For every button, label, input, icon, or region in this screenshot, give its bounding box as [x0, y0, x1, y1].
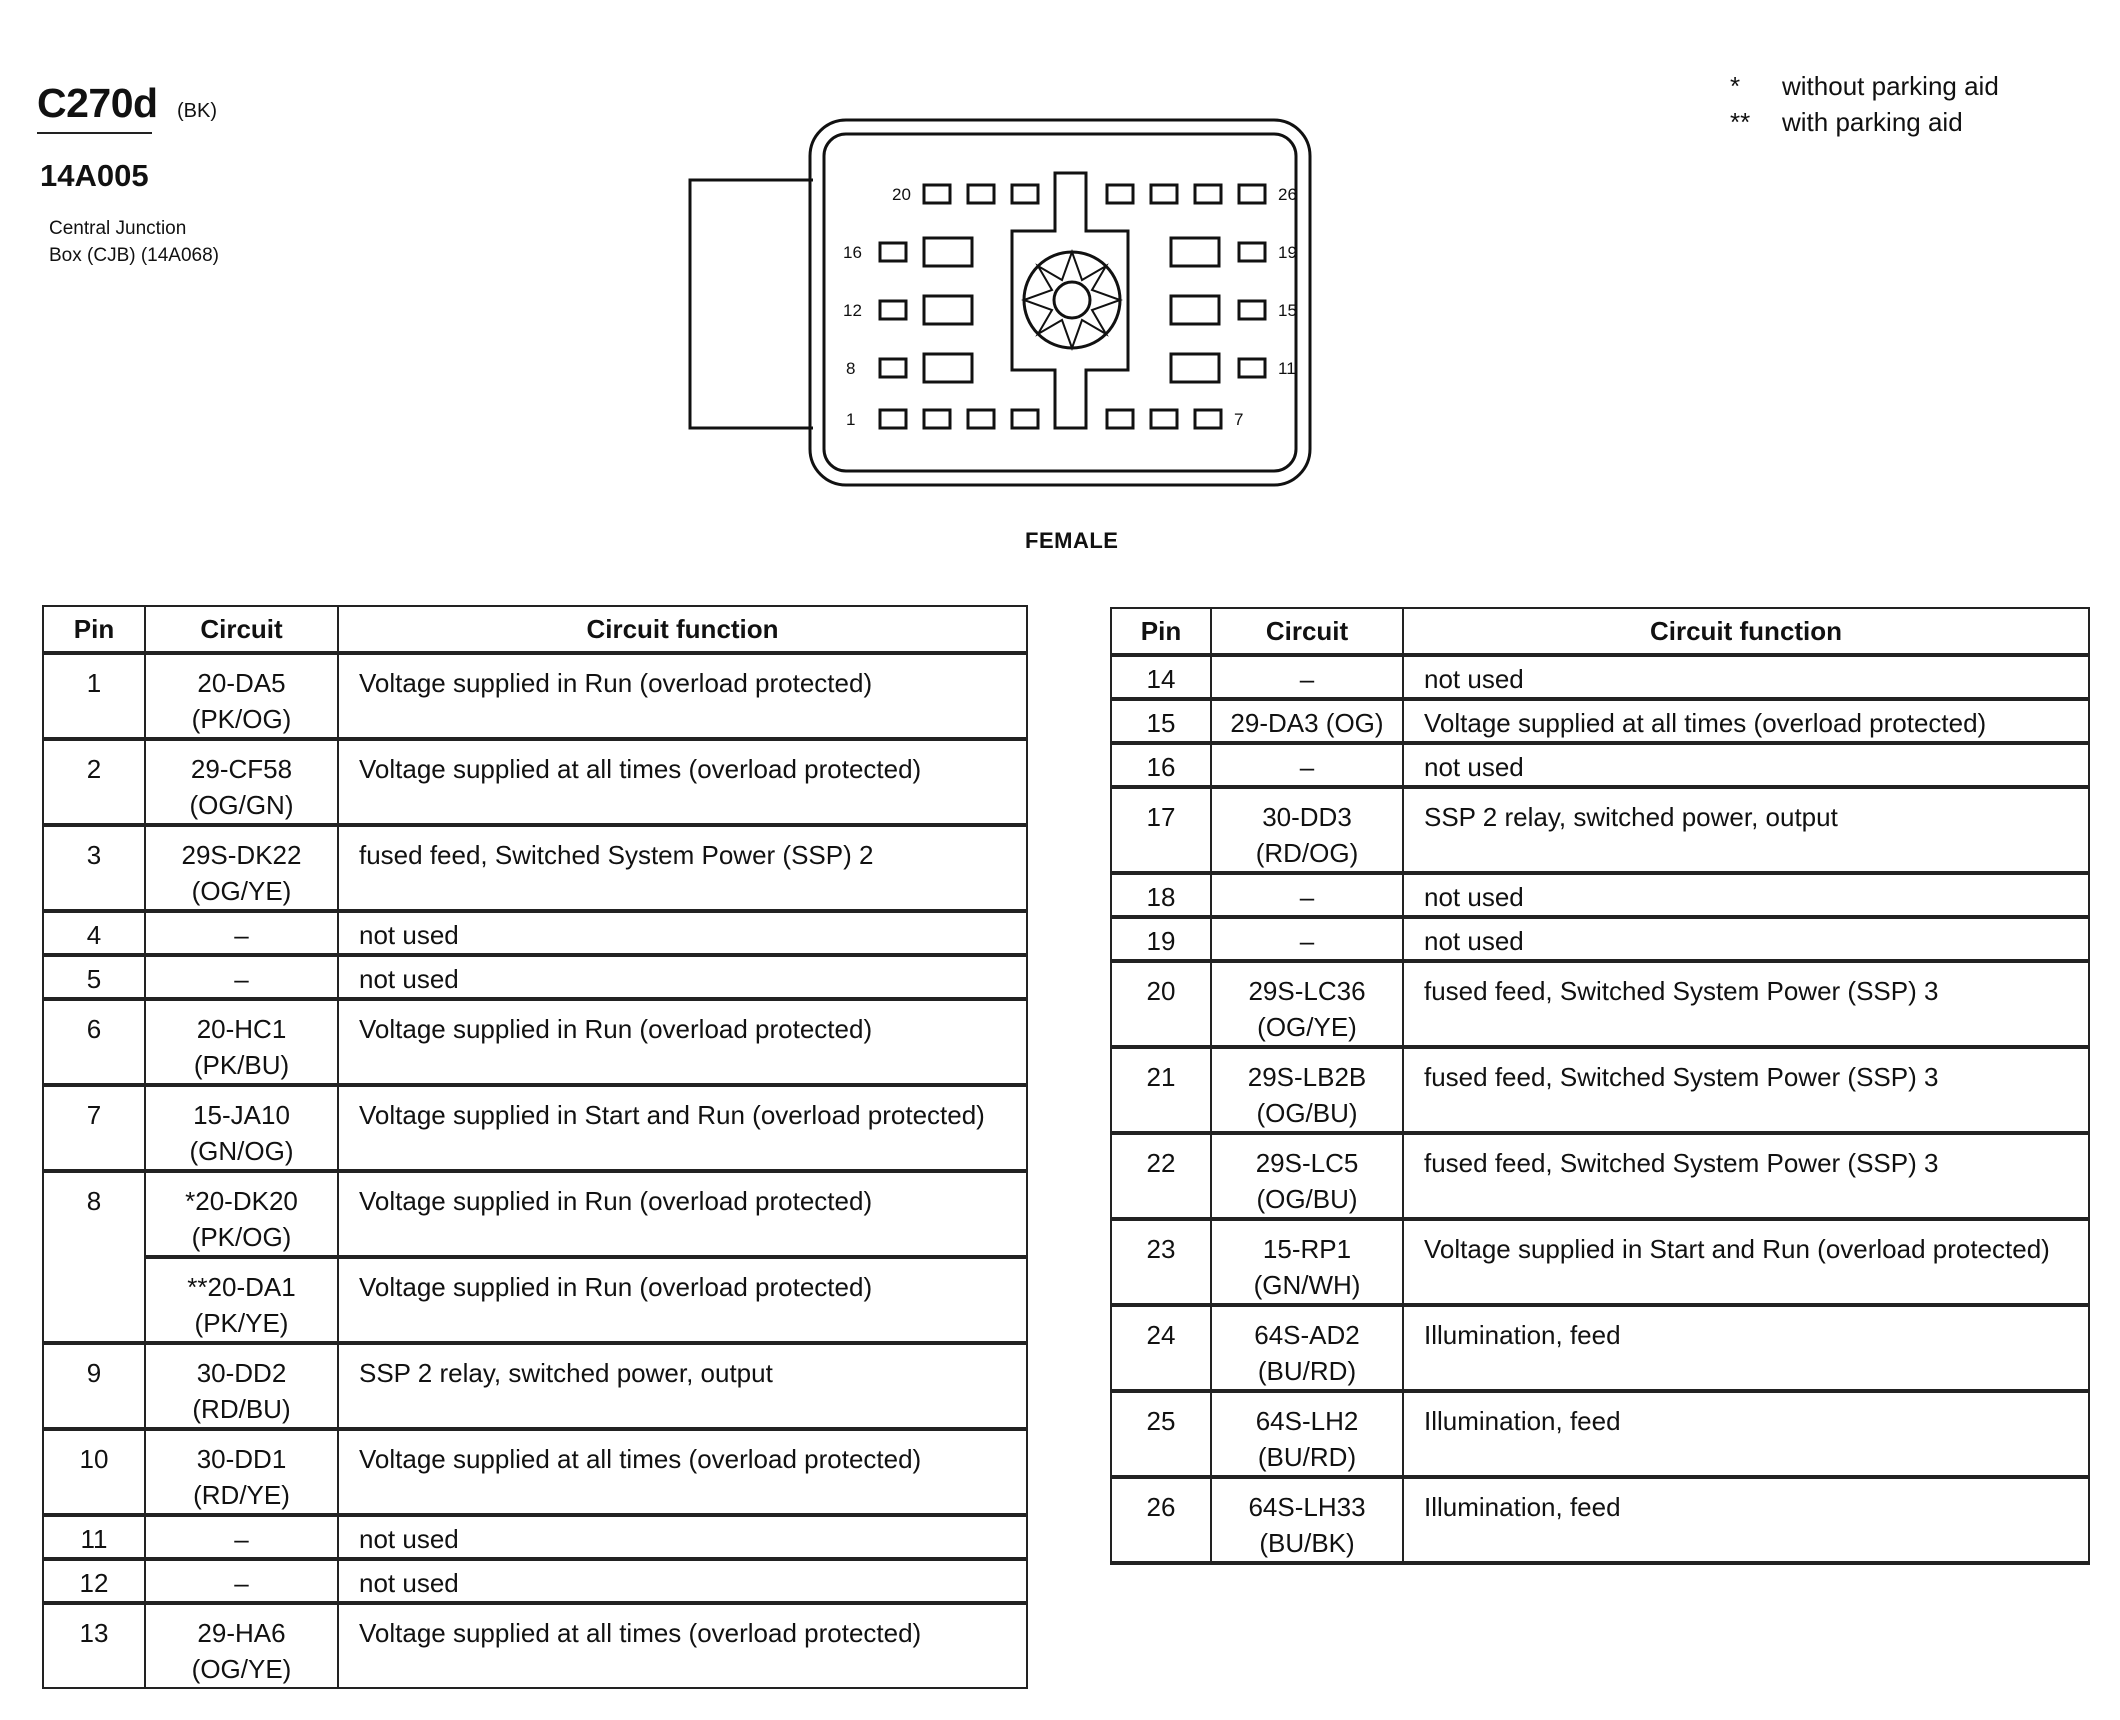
function-cell: Voltage supplied in Start and Run (overload protected) — [338, 1085, 1027, 1171]
circuit-cell — [1211, 1047, 1403, 1133]
cavity — [1239, 185, 1265, 203]
table-row — [43, 653, 1027, 739]
circuit-cell — [145, 1257, 338, 1343]
table-row — [43, 1603, 1027, 1688]
table-header-row — [43, 606, 1027, 653]
circuit-cell — [145, 739, 338, 825]
table-row — [1111, 699, 2089, 743]
wire-color: (OG/BU) — [1256, 1098, 1358, 1128]
function-cell: fused feed, Switched System Power (SSP) 2 — [338, 825, 1027, 911]
circuit-cell — [1211, 1391, 1403, 1477]
wire-color: (RD/BU) — [192, 1394, 291, 1424]
table-row — [43, 999, 1027, 1085]
pin-cell: 26 — [1111, 1477, 1211, 1563]
cavity — [1239, 359, 1265, 377]
circuit-cell: – — [1211, 873, 1403, 917]
pin-cell: 6 — [43, 999, 145, 1085]
circuit-code: 29S-LC36 — [1248, 976, 1366, 1006]
circuit-code: 29S-LB2B — [1247, 1062, 1367, 1092]
wire-color: (OG/YE) — [191, 876, 292, 906]
pin-label-26: 26 — [1278, 185, 1297, 204]
legend-text: with parking aid — [1782, 107, 1963, 137]
circuit-code: 29-CF58 — [190, 754, 293, 784]
circuit-cell — [145, 1603, 338, 1688]
cavity-large — [924, 354, 972, 382]
function-cell: Voltage supplied at all times (overload protected) — [338, 739, 1027, 825]
cavity — [968, 185, 994, 203]
function-cell: fused feed, Switched System Power (SSP) 3 — [1403, 1133, 2089, 1219]
circuit-cell: – — [145, 1559, 338, 1603]
cavity — [1195, 410, 1221, 428]
function-cell: not used — [1403, 917, 2089, 961]
circuit-cell — [145, 1085, 338, 1171]
pin-cell: 15 — [1111, 699, 1211, 743]
pin-cell: 1 — [43, 653, 145, 739]
legend-row — [1730, 104, 1999, 140]
table-row — [43, 911, 1027, 955]
function-cell: Illumination, feed — [1403, 1477, 2089, 1563]
circuit-cell — [1211, 1219, 1403, 1305]
pin-cell: 11 — [43, 1515, 145, 1559]
function-cell: SSP 2 relay, switched power, output — [1403, 787, 2089, 873]
circuit-cell — [1211, 1305, 1403, 1391]
pin-label-1: 1 — [846, 410, 856, 429]
wire-color: (PK/OG) — [191, 1222, 292, 1252]
pin-cell: 19 — [1111, 917, 1211, 961]
connector-latch — [690, 180, 813, 428]
wire-color: (RD/YE) — [193, 1480, 290, 1510]
table-row — [43, 1429, 1027, 1515]
circuit-cell: – — [145, 955, 338, 999]
circuit-cell: – — [1211, 743, 1403, 787]
cavity — [1012, 410, 1038, 428]
pin-cell: 14 — [1111, 655, 1211, 699]
pin-label-16: 16 — [843, 243, 862, 262]
circuit-cell — [145, 1429, 338, 1515]
function-cell: Illumination, feed — [1403, 1391, 2089, 1477]
circuit-cell — [1211, 961, 1403, 1047]
wire-color: (GN/OG) — [189, 1136, 294, 1166]
function-cell: not used — [1403, 743, 2089, 787]
table-row — [1111, 743, 2089, 787]
function-cell: Voltage supplied at all times (overload protected) — [338, 1429, 1027, 1515]
pin-cell: 23 — [1111, 1219, 1211, 1305]
header-circuit: Circuit — [1211, 608, 1403, 655]
pin-table-right — [1110, 607, 2090, 1565]
function-cell: Voltage supplied at all times (overload protected) — [338, 1603, 1027, 1688]
table-row — [1111, 917, 2089, 961]
cavity — [880, 243, 906, 261]
connector-center-star — [1024, 252, 1120, 348]
pin-cell: 2 — [43, 739, 145, 825]
cavity-large — [1171, 354, 1219, 382]
function-cell: not used — [338, 955, 1027, 999]
pin-cell: 24 — [1111, 1305, 1211, 1391]
connector-location — [49, 215, 289, 269]
circuit-code: 29-HA6 — [197, 1618, 286, 1648]
function-cell: SSP 2 relay, switched power, output — [338, 1343, 1027, 1429]
wire-color: (PK/OG) — [191, 704, 292, 734]
table-row — [1111, 655, 2089, 699]
table-row — [1111, 787, 2089, 873]
cavity — [1239, 243, 1265, 261]
cavity — [968, 410, 994, 428]
footnote-legend — [1730, 68, 1999, 140]
wire-color: (PK/BU) — [193, 1050, 290, 1080]
table-row — [43, 1559, 1027, 1603]
circuit-code: **20-DA1 — [187, 1272, 296, 1302]
cavity — [1195, 185, 1221, 203]
pin-cell: 20 — [1111, 961, 1211, 1047]
table-header-row — [1111, 608, 2089, 655]
part-number: 14A005 — [40, 158, 149, 193]
pin-cell: 12 — [43, 1559, 145, 1603]
pin-cell: 16 — [1111, 743, 1211, 787]
function-cell: fused feed, Switched System Power (SSP) 3 — [1403, 961, 2089, 1047]
cavity — [1151, 185, 1177, 203]
pin-cell: 18 — [1111, 873, 1211, 917]
function-cell: Voltage supplied in Run (overload protected) — [338, 999, 1027, 1085]
circuit-code: 30-DD1 — [196, 1444, 287, 1474]
table-row — [1111, 1391, 2089, 1477]
wire-color: (BU/RD) — [1257, 1356, 1357, 1386]
function-cell: not used — [338, 1559, 1027, 1603]
cavity — [924, 410, 950, 428]
function-cell: Voltage supplied at all times (overload protected) — [1403, 699, 2089, 743]
circuit-code: 20-DA5 — [197, 668, 286, 698]
table-row — [43, 1343, 1027, 1429]
wire-color: (GN/WH) — [1253, 1270, 1361, 1300]
legend-text: without parking aid — [1782, 71, 1999, 101]
circuit-cell: 29-DA3 (OG) — [1211, 699, 1403, 743]
circuit-code: 30-DD2 — [196, 1358, 287, 1388]
wire-color: (OG/YE) — [1257, 1012, 1357, 1042]
legend-mark: ** — [1730, 107, 1751, 137]
circuit-code: 29S-DK22 — [181, 840, 302, 870]
table-row — [43, 1515, 1027, 1559]
circuit-code: 15-RP1 — [1262, 1234, 1352, 1264]
table-row — [1111, 1047, 2089, 1133]
cavity — [880, 359, 906, 377]
pin-label-19: 19 — [1278, 243, 1297, 262]
circuit-cell: – — [145, 1515, 338, 1559]
function-cell: fused feed, Switched System Power (SSP) 3 — [1403, 1047, 2089, 1133]
header-function: Circuit function — [1403, 608, 2089, 655]
circuit-cell: – — [1211, 655, 1403, 699]
pin-cell: 25 — [1111, 1391, 1211, 1477]
cavity-large — [924, 238, 972, 266]
location-line-1: Central Junction — [49, 218, 187, 239]
connector-id: C270d — [37, 80, 158, 126]
function-cell: not used — [1403, 655, 2089, 699]
table-row — [1111, 1219, 2089, 1305]
pin-table-left — [42, 605, 1028, 1689]
circuit-cell: – — [145, 911, 338, 955]
cavity-large — [924, 296, 972, 324]
wire-color: (BU/BK) — [1259, 1528, 1355, 1558]
pin-cell: 3 — [43, 825, 145, 911]
wire-color: (OG/YE) — [191, 1654, 292, 1684]
circuit-cell: – — [1211, 917, 1403, 961]
wire-color: (PK/YE) — [194, 1308, 289, 1338]
connector-center-core — [1054, 282, 1090, 318]
wire-color: (OG/GN) — [189, 790, 294, 820]
table-row — [43, 1085, 1027, 1171]
pin-cell: 8 — [43, 1171, 145, 1343]
cavity — [1012, 185, 1038, 203]
cavity — [1151, 410, 1177, 428]
connector-center-hub — [1012, 173, 1128, 428]
function-cell: Illumination, feed — [1403, 1305, 2089, 1391]
circuit-code: 20-HC1 — [196, 1014, 287, 1044]
table-row — [1111, 961, 2089, 1047]
cavity — [924, 185, 950, 203]
connector-face-diagram — [680, 110, 1360, 510]
circuit-cell — [145, 1343, 338, 1429]
cavity-large — [1171, 238, 1219, 266]
function-cell: Voltage supplied in Start and Run (overload protected) — [1403, 1219, 2089, 1305]
header-pin: Pin — [43, 606, 145, 653]
circuit-code: 29S-LC5 — [1255, 1148, 1359, 1178]
circuit-cell — [145, 999, 338, 1085]
function-cell: Voltage supplied in Run (overload protected) — [338, 1257, 1027, 1343]
pin-label-12: 12 — [843, 301, 862, 320]
circuit-code: 30-DD3 — [1262, 802, 1352, 832]
circuit-code: 64S-LH2 — [1255, 1406, 1359, 1436]
pin-cell: 21 — [1111, 1047, 1211, 1133]
pin-label-20: 20 — [892, 185, 911, 204]
wire-color: (RD/OG) — [1255, 838, 1359, 868]
table-row — [1111, 1477, 2089, 1563]
wire-color: (BU/RD) — [1257, 1442, 1357, 1472]
pin-cell: 9 — [43, 1343, 145, 1429]
table-row — [1111, 1133, 2089, 1219]
table-row — [43, 825, 1027, 911]
cavity — [1239, 301, 1265, 319]
circuit-cell — [145, 1171, 338, 1257]
pin-cell: 7 — [43, 1085, 145, 1171]
wire-color: (OG/BU) — [1256, 1184, 1358, 1214]
function-cell: not used — [1403, 873, 2089, 917]
pin-cell: 17 — [1111, 787, 1211, 873]
circuit-code: 15-JA10 — [193, 1100, 290, 1130]
pin-cell: 13 — [43, 1603, 145, 1688]
pin-cell: 5 — [43, 955, 145, 999]
pin-cell: 4 — [43, 911, 145, 955]
circuit-code: *20-DK20 — [185, 1186, 298, 1216]
function-cell: not used — [338, 1515, 1027, 1559]
function-cell: Voltage supplied in Run (overload protected) — [338, 653, 1027, 739]
header-pin: Pin — [1111, 608, 1211, 655]
pin-label-11: 11 — [1278, 359, 1296, 378]
table-row — [43, 739, 1027, 825]
table-row — [43, 1257, 1027, 1343]
pin-cell: 22 — [1111, 1133, 1211, 1219]
table-row — [43, 955, 1027, 999]
function-cell: Voltage supplied in Run (overload protected) — [338, 1171, 1027, 1257]
header-function: Circuit function — [338, 606, 1027, 653]
connector-view-caption: FEMALE — [1025, 528, 1119, 553]
pin-cell: 10 — [43, 1429, 145, 1515]
cavity — [880, 301, 906, 319]
circuit-cell — [145, 653, 338, 739]
cavity — [1107, 185, 1133, 203]
pin-label-8: 8 — [846, 359, 856, 378]
pin-label-15: 15 — [1278, 301, 1297, 320]
table-row — [1111, 873, 2089, 917]
connector-color: (BK) — [177, 100, 217, 122]
circuit-code: 64S-LH33 — [1248, 1492, 1366, 1522]
circuit-code: 64S-AD2 — [1254, 1320, 1360, 1350]
circuit-cell — [1211, 1477, 1403, 1563]
location-line-2: Box (CJB) (14A068) — [49, 245, 220, 266]
pin-label-7: 7 — [1234, 410, 1244, 429]
connector-id-underline — [37, 132, 152, 134]
legend-row — [1730, 68, 1999, 104]
function-cell: not used — [338, 911, 1027, 955]
table-row — [1111, 1305, 2089, 1391]
circuit-cell — [145, 825, 338, 911]
cavity — [1107, 410, 1133, 428]
circuit-cell — [1211, 787, 1403, 873]
header-circuit: Circuit — [145, 606, 338, 653]
cavity — [880, 410, 906, 428]
table-row — [43, 1171, 1027, 1257]
legend-mark: * — [1730, 71, 1741, 101]
circuit-cell — [1211, 1133, 1403, 1219]
cavity-large — [1171, 296, 1219, 324]
